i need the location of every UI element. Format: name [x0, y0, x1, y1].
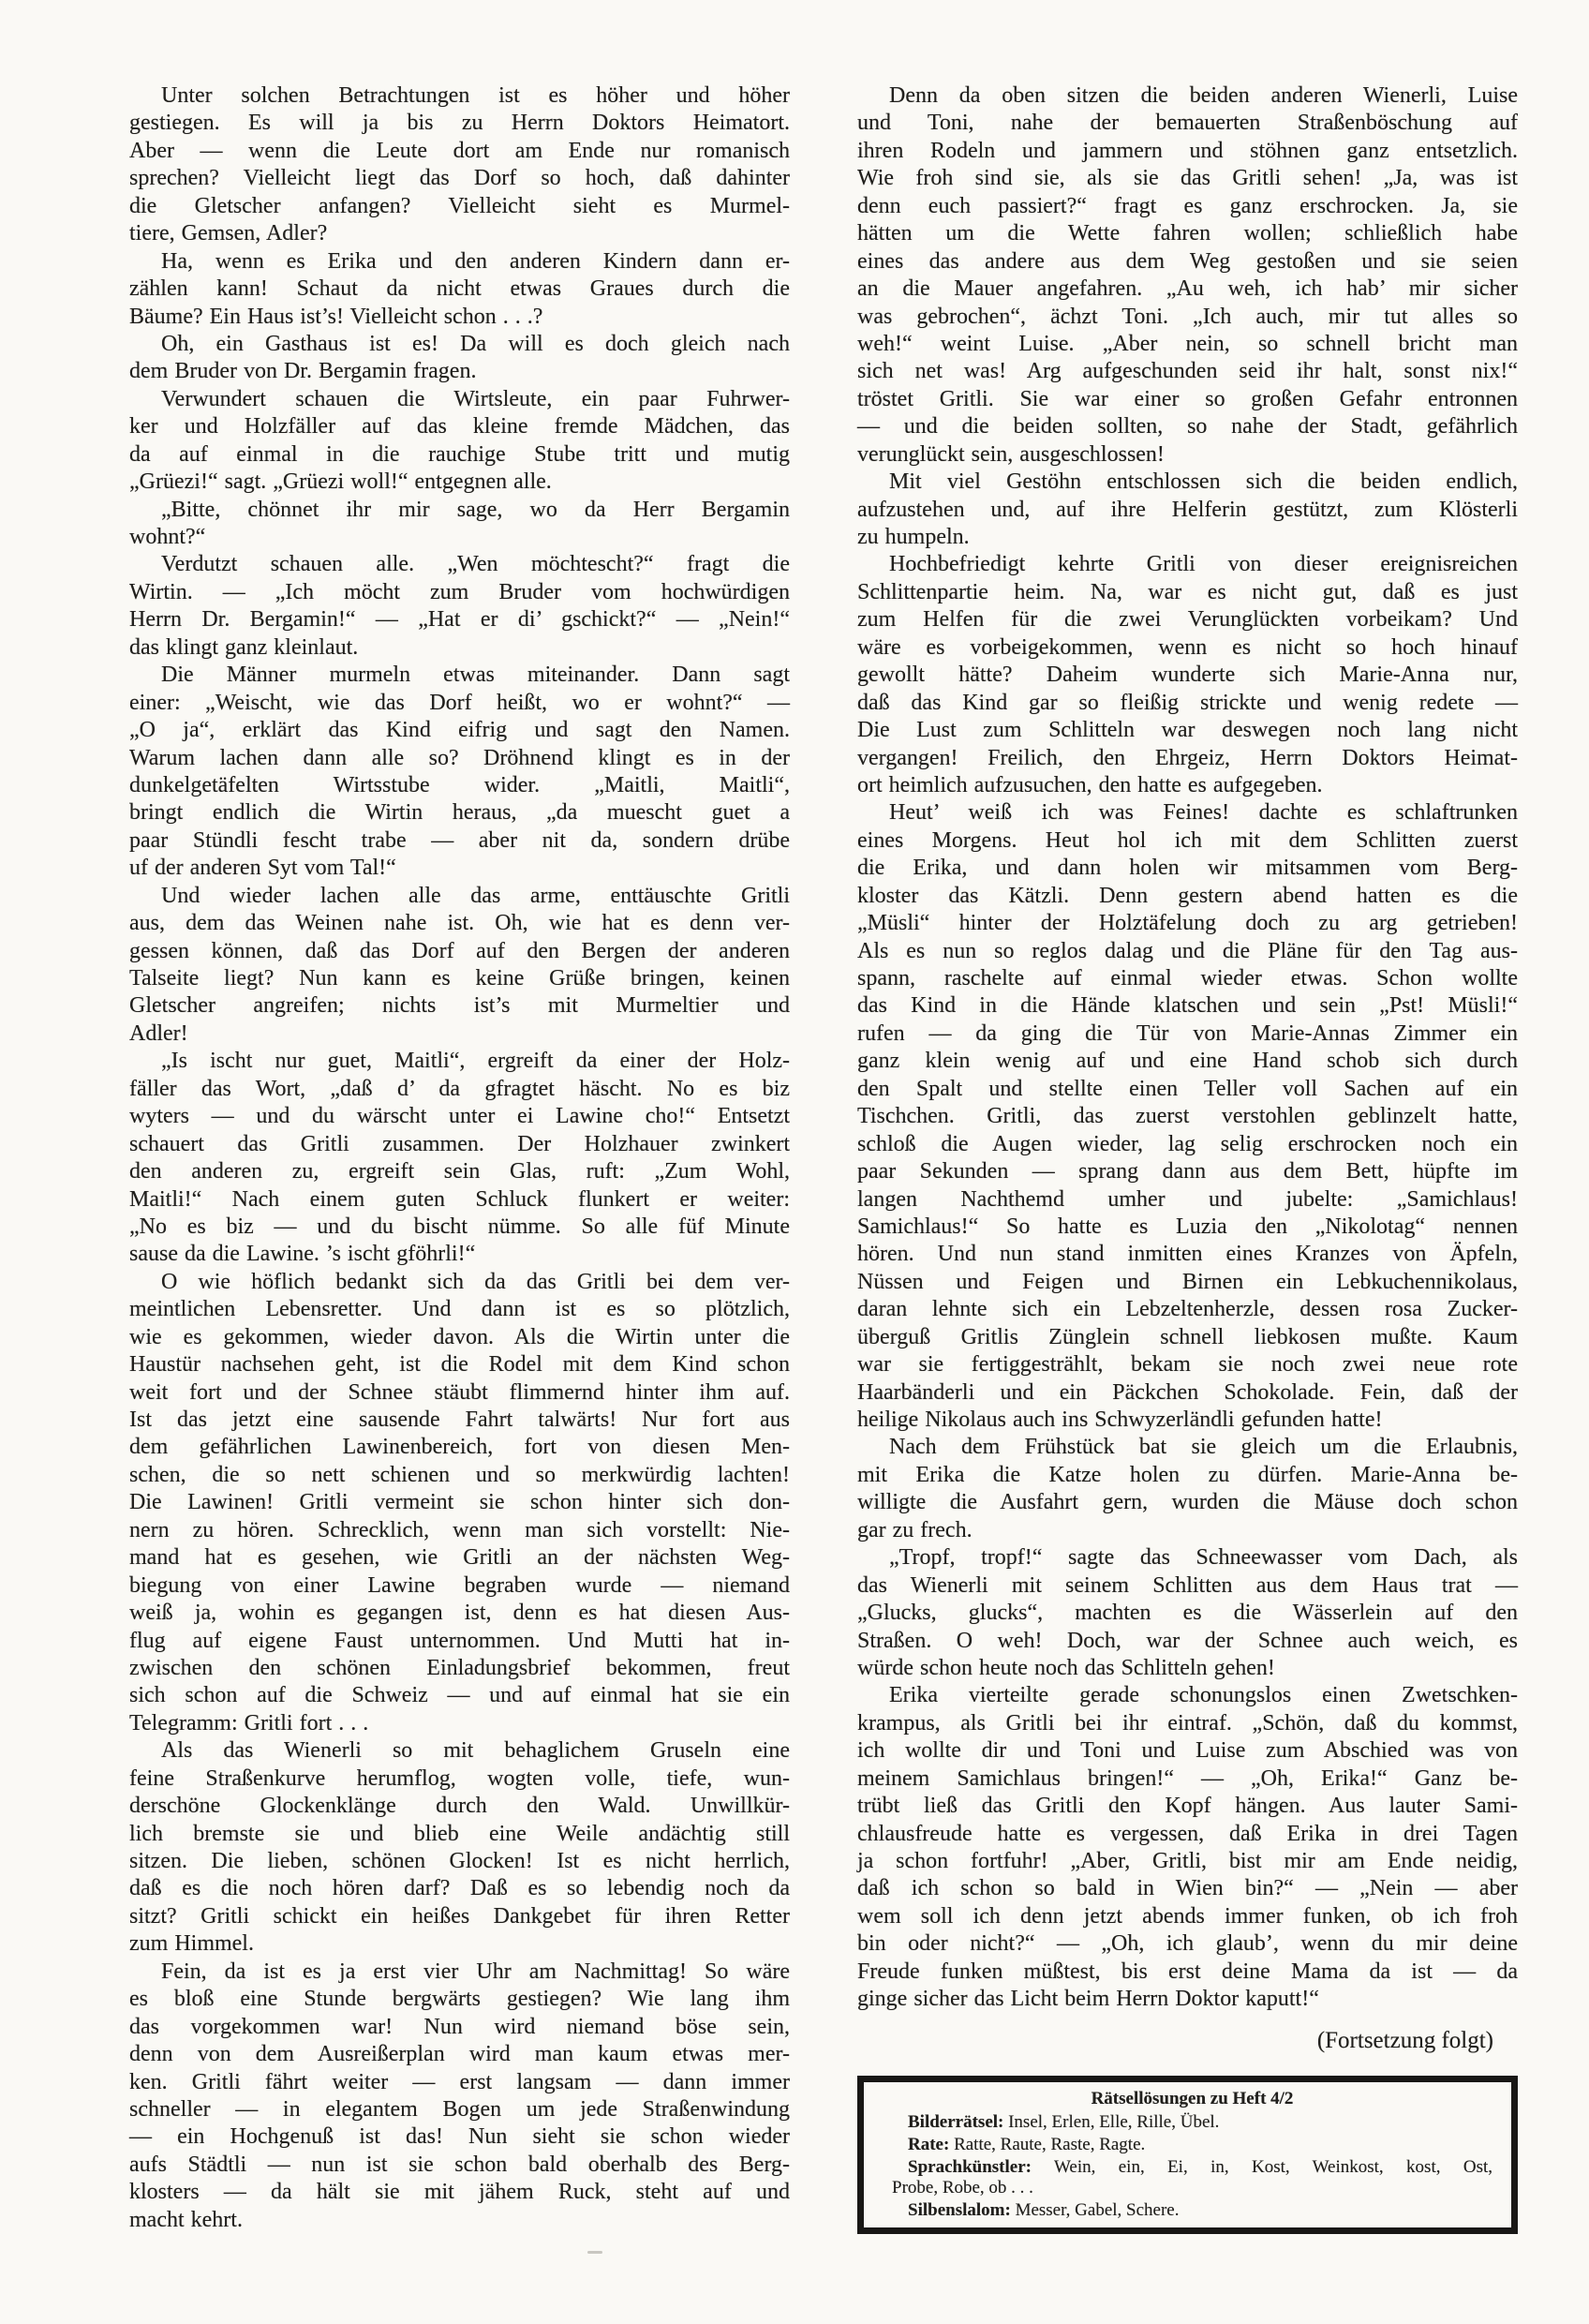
text-line: daran lehnte sich ein Lebzeltenherzle, dessen rosa Zucker-	[857, 1297, 1518, 1322]
text-line: war sie fertiggestrählt, bekam sie noch zwei neue rote	[857, 1352, 1518, 1378]
text-line: Talseite liegt? Nun kann es keine Grüße bringen, keinen	[129, 966, 790, 991]
puzzle-entry-label: Silbenslalom:	[908, 2199, 1011, 2220]
puzzle-entry-line: Bilderrätsel: Insel, Erlen, Elle, Rille, Übel.	[908, 2111, 1220, 2132]
text-line: denn von dem Ausreißerplan wird man kaum etwas mer-	[129, 2042, 790, 2067]
print-artifact-dash	[587, 2251, 602, 2254]
text-line: ja schon fortfuhr! „Aber, Gritli, bist mir am Ende neidig,	[857, 1849, 1518, 1873]
text-line: „Grüezi!“ sagt. „Grüezi woll!“ entgegnen alle.	[129, 469, 552, 495]
paragraph	[857, 1682, 1518, 2013]
puzzle-entries	[892, 2112, 1492, 2221]
puzzle-entry-line: Sprachkünstler: Wein, ein, Ei, in, Kost, Weinkost, kost, Ost,	[908, 2156, 1492, 2177]
text-line: paar Stündli fescht trabe — aber nit da, sondern drübe	[129, 827, 790, 853]
text-line: zählen kann! Schaut da nicht etwas Graues durch die	[129, 276, 790, 302]
puzzle-box-title: Rätsellösungen zu Heft 4/2	[1091, 2088, 1294, 2108]
text-line: den anderen zu, ergreift sein Glas, ruft: „Zum Wohl,	[129, 1159, 790, 1184]
text-line: O wie höflich bedankt sich da das Gritli bei dem ver-	[161, 1269, 790, 1294]
text-line: „Is ischt nur guet, Maitli“, ergreift da einer der Holz-	[161, 1049, 790, 1074]
text-line: eines Morgens. Heut hol ich mit dem Schlitten zuerst	[857, 827, 1518, 853]
text-line: Hochbefriedigt kehrte Gritli von dieser ereignisreichen	[889, 552, 1518, 577]
text-line: dem Bruder von Dr. Bergamin fragen.	[129, 359, 477, 384]
text-line: chlausfreude hatte es vergessen, daß Erika in drei Tagen	[857, 1821, 1518, 1846]
paragraph	[129, 1269, 790, 1737]
text-line: hören. Und nun stand inmitten eines Kranzes von Äpfeln,	[857, 1242, 1518, 1267]
text-line: — und die beiden sollten, so nahe der Stadt, gefährlich	[857, 414, 1518, 439]
text-line: heilige Nikolaus auch ins Schwyzerländli gefunden hatte!	[857, 1408, 1383, 1432]
text-line: meinem Samichlaus bringen!“ — „Oh, Erika!“ Ganz be-	[857, 1765, 1518, 1791]
text-line: wyters — und du wärscht unter ei Lawine cho!“ Entsetzt	[129, 1104, 790, 1129]
text-line: ganz klein wenig auf und eine Hand schob sich durch	[857, 1049, 1518, 1074]
text-line: schauert das Gritli zusammen. Der Holzhauer zwinkert	[129, 1131, 790, 1156]
paragraph	[129, 1959, 790, 2234]
text-line: feine Straßenkurve herumflog, wogten volle, tiefe, wun-	[129, 1765, 790, 1791]
text-line: bin oder nicht?“ — „Oh, ich glaub’, wenn du mir deine	[857, 1931, 1518, 1957]
text-line: mit Erika die Katze holen zu dürfen. Marie-Anna be-	[857, 1462, 1518, 1487]
text-line: schneller — in elegantem Bogen um jede Straßenwindung	[129, 2096, 790, 2122]
text-line: Wirtin. — „Ich möcht zum Bruder vom hochwürdigen	[129, 579, 790, 604]
text-line: Und wieder lachen alle das arme, enttäuschte Gritli	[161, 883, 790, 908]
puzzle-solutions-box	[857, 2076, 1518, 2234]
puzzle-entry-label: Sprachkünstler:	[908, 2156, 1032, 2177]
paragraph	[129, 386, 790, 497]
paragraph	[129, 82, 790, 248]
text-line: ken. Gritli fährt weiter — erst langsam — dann immer	[129, 2069, 790, 2094]
text-line: Unter solchen Betrachtungen ist es höher und höher	[161, 83, 790, 108]
text-line: aus, dem das Weinen nahe ist. Oh, wie hat es denn ver-	[129, 911, 790, 936]
text-line: sich schon auf die Schweiz — und auf einmal hat sie ein	[129, 1683, 790, 1708]
paragraph	[129, 551, 790, 662]
text-line: aufs Städtli — nun ist sie schon bald oberhalb des Berg-	[129, 2152, 790, 2177]
text-line: tröstet Gritli. Sie war einer so großen Gefahr entronnen	[857, 386, 1518, 411]
text-line: ort heimlich aufzusuchen, den hatte es aufgegeben.	[857, 772, 1323, 797]
paragraph	[129, 331, 790, 386]
text-line: hätten um die Wette fahren wollen; schließlich habe	[857, 221, 1518, 246]
paragraph	[129, 1737, 790, 1959]
text-line: flug auf eigene Faust unternommen. Und Mutti hat in-	[129, 1628, 790, 1653]
text-line: die Erika, und dann holen wir mitsammen vom Berg-	[857, 856, 1518, 881]
text-line: willigte die Ausfahrt gern, wurden die Mäuse doch schon	[857, 1490, 1518, 1515]
text-line: Ha, wenn es Erika und den anderen Kindern dann er-	[161, 248, 790, 274]
text-line: gestiegen. Es will ja bis zu Herrn Doktors Heimatort.	[129, 111, 790, 136]
text-line: Haustür nachsehen geht, ist die Rodel mit dem Kind schon	[129, 1352, 790, 1378]
text-line: nern zu hören. Schrecklich, wenn man sich vorstellt: Nie-	[129, 1517, 790, 1542]
text-line: „No es biz — und du bischt nümme. So alle füf Minute	[129, 1214, 790, 1239]
text-line: zwischen den schönen Einladungsbrief bekommen, freut	[129, 1655, 790, 1680]
text-line: lich bremste sie und blieb eine Weile andächtig still	[129, 1821, 790, 1846]
text-line: Oh, ein Gasthaus ist es! Da will es doch gleich nach	[161, 331, 790, 356]
text-line: Telegramm: Gritli fort . . .	[129, 1710, 369, 1736]
text-line: das klingt ganz kleinlaut.	[129, 634, 359, 660]
paragraph	[129, 662, 790, 883]
text-line: ginge sicher das Licht beim Herrn Doktor kaputt!“	[857, 1987, 1319, 2012]
text-line: verunglückt sein, ausgeschlossen!	[857, 441, 1165, 467]
text-line: weh!“ weint Luise. „Aber nein, so schnell bricht man	[857, 331, 1518, 356]
text-line: spann, raschelte auf einmal wieder etwas. Schon wollte	[857, 966, 1518, 991]
paragraph	[129, 248, 790, 331]
text-line: Nüssen und Feigen und Birnen ein Lebkuchennikolaus,	[857, 1269, 1518, 1294]
right-column-text	[857, 82, 1518, 2014]
text-line: sich net was! Arg aufgeschunden seid ihr halt, sonst nix!“	[857, 359, 1518, 384]
text-line: Mit viel Gestöhn entschlossen sich die beiden endlich,	[889, 469, 1518, 495]
text-line: Herrn Dr. Bergamin!“ — „Hat er di’ gschickt?“ — „Nein!“	[129, 607, 790, 633]
text-line: gewollt hätte? Daheim wunderte sich Marie-Anna nur,	[857, 663, 1518, 688]
text-line: die Gletscher anfangen? Vielleicht sieht es Murmel-	[129, 193, 790, 218]
text-line: sitzt? Gritli schickt ein heißes Dankgebet für ihren Retter	[129, 1903, 790, 1929]
paragraph	[129, 1048, 790, 1269]
text-line: dunkelgetäfelten Wirtsstube wider. „Maitli, Maitli“,	[129, 772, 790, 797]
text-line: daß ich schon so bald in Wien bin?“ — „Nein — aber	[857, 1876, 1518, 1901]
text-line: zum Himmel.	[129, 1931, 254, 1957]
text-line: Als das Wienerli so mit behaglichem Gruseln eine	[161, 1738, 790, 1764]
text-line: ker und Holzfäller auf das kleine fremde Mädchen, das	[129, 414, 790, 439]
text-line: schloß die Augen wieder, lag selig erschrocken noch ein	[857, 1131, 1518, 1156]
text-line: Straßen. O weh! Doch, war der Schnee auch weich, es	[857, 1628, 1518, 1653]
text-line: dem gefährlichen Lawinenbereich, fort von diesen Men-	[129, 1435, 790, 1460]
text-line: Verwundert schauen die Wirtsleute, ein paar Fuhrwer-	[161, 386, 790, 411]
text-line: sprechen? Vielleicht liegt das Dorf so hoch, daß dahinter	[129, 166, 790, 191]
text-line: schen, die so nett schienen und so merkwürdig lachten!	[129, 1462, 790, 1487]
text-line: fäller das Wort, „daß d’ da gfragtet häscht. No es biz	[129, 1076, 790, 1101]
text-line: wie es gekommen, wieder davon. Als die Wirtin unter die	[129, 1324, 790, 1349]
text-line: paar Sekunden — sprang dann aus dem Bett, hüpfte im	[857, 1159, 1518, 1184]
text-line: sause da die Lawine. ’s ischt gföhrli!“	[129, 1242, 476, 1267]
paragraph	[129, 883, 790, 1049]
text-line: Aber — wenn die Leute dort am Ende nur romanisch	[129, 138, 790, 163]
text-line: ihren Rodeln und jammern und stöhnen ganz entsetzlich.	[857, 138, 1518, 163]
text-line: Nach dem Frühstück bat sie gleich um die Erlaubnis,	[889, 1435, 1518, 1460]
puzzle-entry	[892, 2112, 1492, 2133]
text-line: bringt endlich die Wirtin heraus, „da muescht guet a	[129, 800, 790, 826]
text-line: Warum lachen dann alle so? Dröhnend klingt es in der	[129, 745, 790, 770]
text-line: Als es nun so reglos dalag und die Pläne für den Tag aus-	[857, 938, 1518, 963]
text-line: Wie froh sind sie, als sie das Gritli sehen! „Ja, was ist	[857, 166, 1518, 191]
text-line: Heut’ weiß ich was Feines! dachte es schlaftrunken	[889, 800, 1518, 826]
right-column	[857, 82, 1518, 2234]
text-line: Gletscher angreifen; nichts ist’s mit Murmeltier und	[129, 993, 790, 1019]
paragraph	[857, 551, 1518, 799]
text-line: ich wollte dir und Toni und Luise zum Abschied was von	[857, 1738, 1518, 1764]
text-line: aufzustehen und, auf ihre Helferin gestützt, zum Klösterli	[857, 497, 1518, 522]
text-line: würde schon heute noch das Schlitteln gehen!	[857, 1655, 1275, 1680]
puzzle-entry	[892, 2200, 1492, 2221]
puzzle-entry-label: Rate:	[908, 2134, 950, 2154]
paragraph	[857, 1434, 1518, 1544]
text-line: rufen — da ging die Tür von Marie-Annas Zimmer ein	[857, 1020, 1518, 1046]
text-line: zu humpeln.	[857, 525, 970, 549]
puzzle-entry	[892, 2135, 1492, 2155]
text-line: was gebrochen“, ächzt Toni. „Ich auch, mir tut alles so	[857, 304, 1518, 329]
text-line: gar zu frech.	[857, 1517, 973, 1542]
text-line: Erika vierteilte gerade schonungslos einen Zwetschken-	[889, 1683, 1518, 1708]
text-line: Freude funken müßtest, bis erst deine Mama da ist — da	[857, 1959, 1518, 1984]
left-column	[129, 82, 790, 2234]
continuation-note: (Fortsetzung folgt)	[1316, 2027, 1493, 2053]
text-line: gessen können, daß das Dorf auf den Bergen der anderen	[129, 938, 790, 963]
text-line: überguß Gritlis Zünglein schnell liebkosen mußte. Kaum	[857, 1324, 1518, 1349]
text-line: wäre es vorbeigekommen, wenn es nicht so hoch hinauf	[857, 634, 1518, 660]
text-line: weit fort und der Schnee stäubt flimmernd hinter ihm auf.	[129, 1379, 790, 1405]
text-line: Bäume? Ein Haus ist’s! Vielleicht schon . . .?	[129, 304, 543, 329]
text-line: „Müsli“ hinter der Holztäfelung doch zu arg getrieben!	[857, 911, 1518, 936]
text-line: Verdutzt schauen alle. „Wen möchtescht?“ fragt die	[161, 552, 790, 577]
text-line: wem soll ich denn jetzt abends immer funken, ob ich froh	[857, 1903, 1518, 1929]
text-line: weiß ja, wohin es gegangen ist, denn es hat diesen Aus-	[129, 1601, 790, 1626]
text-line: es bloß eine Stunde bergwärts gestiegen? Wie lang ihm	[129, 1987, 790, 2012]
text-line: daß das Kind gar so fleißig strickte und wenig redete —	[857, 690, 1518, 715]
text-line: Schlittenpartie heim. Na, war es nicht gut, daß es just	[857, 579, 1518, 604]
text-line: biegung von einer Lawine begraben wurde — niemand	[129, 1572, 790, 1598]
text-line: den Spalt und stellte einen Teller voll Sachen auf ein	[857, 1076, 1518, 1101]
text-line: zum Helfen für die zwei Verunglückten vorbeikam? Und	[857, 607, 1518, 633]
text-line: Samichlaus!“ So hatte es Luzia den „Nikolotag“ nennen	[857, 1214, 1518, 1239]
puzzle-entry-wrap-line: Probe, Robe, ob . . .	[892, 2177, 1033, 2197]
text-line: krampus, als Gritli bei ihr eintraf. „Schön, daß du kommst,	[857, 1710, 1518, 1736]
text-line: Die Lust zum Schlitteln war deswegen noch lang nicht	[857, 718, 1518, 743]
text-line: mand hat es gesehen, wie Gritli an der nächsten Weg-	[129, 1545, 790, 1571]
paragraph	[857, 1544, 1518, 1682]
text-line: das Wienerli mit seinem Schlitten aus dem Haus trat —	[857, 1572, 1518, 1598]
text-line: daß es die noch hören darf? Daß es so lebendig noch da	[129, 1876, 790, 1901]
text-line: eines das andere aus dem Weg gestoßen und sie seien	[857, 248, 1518, 274]
puzzle-entry-line: Rate: Ratte, Raute, Raste, Ragte.	[908, 2134, 1146, 2154]
text-line: wohnt?“	[129, 525, 206, 549]
paragraph	[129, 497, 790, 552]
text-line: da auf einmal in die rauchige Stube tritt und mutig	[129, 441, 790, 467]
text-line: klosters — da hält sie mit jähem Ruck, steht auf und	[129, 2180, 790, 2205]
paragraph	[857, 469, 1518, 551]
text-line: Denn da oben sitzen die beiden anderen Wienerli, Luise	[889, 83, 1518, 108]
text-line: einer: „Weischt, wie das Dorf heißt, wo er wohnt?“ —	[129, 690, 790, 715]
text-line: Fein, da ist es ja erst vier Uhr am Nachmittag! So wäre	[161, 1959, 790, 1984]
text-line: macht kehrt.	[129, 2207, 243, 2232]
text-line: „O ja“, erklärt das Kind eifrig und sagt den Namen.	[129, 718, 790, 743]
text-line: tiere, Gemsen, Adler?	[129, 221, 328, 246]
text-line: Haarbänderli und ein Päckchen Schokolade. Fein, daß der	[857, 1379, 1518, 1405]
text-line: an die Mauer angefahren. „Au weh, ich hab’ mir sicher	[857, 276, 1518, 302]
puzzle-entry-line: Silbenslalom: Messer, Gabel, Schere.	[908, 2199, 1180, 2220]
text-line: „Bitte, chönnet ihr mir sage, wo da Herr Bergamin	[161, 497, 790, 522]
text-line: meintlichen Lebensretter. Und dann ist es so plötzlich,	[129, 1297, 790, 1322]
paragraph	[857, 799, 1518, 1434]
text-line: und Toni, nahe der bemauerten Straßenböschung auf	[857, 111, 1518, 136]
text-line: vergangen! Freilich, den Ehrgeiz, Herrn Doktors Heimat-	[857, 745, 1518, 770]
text-line: „Tropf, tropf!“ sagte das Schneewasser vom Dach, als	[889, 1545, 1518, 1571]
text-line: sitzen. Die lieben, schönen Glocken! Ist es nicht herrlich,	[129, 1849, 790, 1873]
text-line: Tischchen. Gritli, das zuerst verstohlen geblinzelt hatte,	[857, 1104, 1518, 1129]
text-line: derschöne Glockenklänge durch den Wald. Unwillkür-	[129, 1794, 790, 1819]
text-line: Adler!	[129, 1020, 188, 1046]
text-line: Die Männer murmeln etwas miteinander. Dann sagt	[161, 663, 790, 688]
text-line: das vorgekommen war! Nun wird niemand böse sein,	[129, 2014, 790, 2039]
text-line: trübt ließ das Gritli den Kopf hängen. Aus lauter Sami-	[857, 1794, 1518, 1819]
text-line: Die Lawinen! Gritli vermeint sie schon hinter sich don-	[129, 1490, 790, 1515]
text-line: Ist das jetzt eine sausende Fahrt talwärts! Nur fort aus	[129, 1408, 790, 1432]
text-line: das Kind in die Hände klatschen und sein „Pst! Müsli!“	[857, 993, 1518, 1019]
puzzle-entry	[892, 2157, 1492, 2198]
text-line: denn euch passiert?“ fragt es ganz erschrocken. Ja, sie	[857, 193, 1518, 218]
paragraph	[857, 82, 1518, 469]
text-line: — ein Hochgenuß ist das! Nun sieht sie schon wieder	[129, 2124, 790, 2150]
text-line: kloster das Kätzli. Denn gestern abend hatten es die	[857, 883, 1518, 908]
text-line: uf der anderen Syt vom Tal!“	[129, 856, 396, 881]
puzzle-entry-label: Bilderrätsel:	[908, 2111, 1004, 2132]
text-line: Maitli!“ Nach einem guten Schluck flunkert er weiter:	[129, 1186, 790, 1212]
text-line: langen Nachthemd umher und jubelte: „Samichlaus!	[857, 1186, 1518, 1212]
text-line: „Glucks, glucks“, machten es die Wässerlein auf den	[857, 1601, 1518, 1626]
